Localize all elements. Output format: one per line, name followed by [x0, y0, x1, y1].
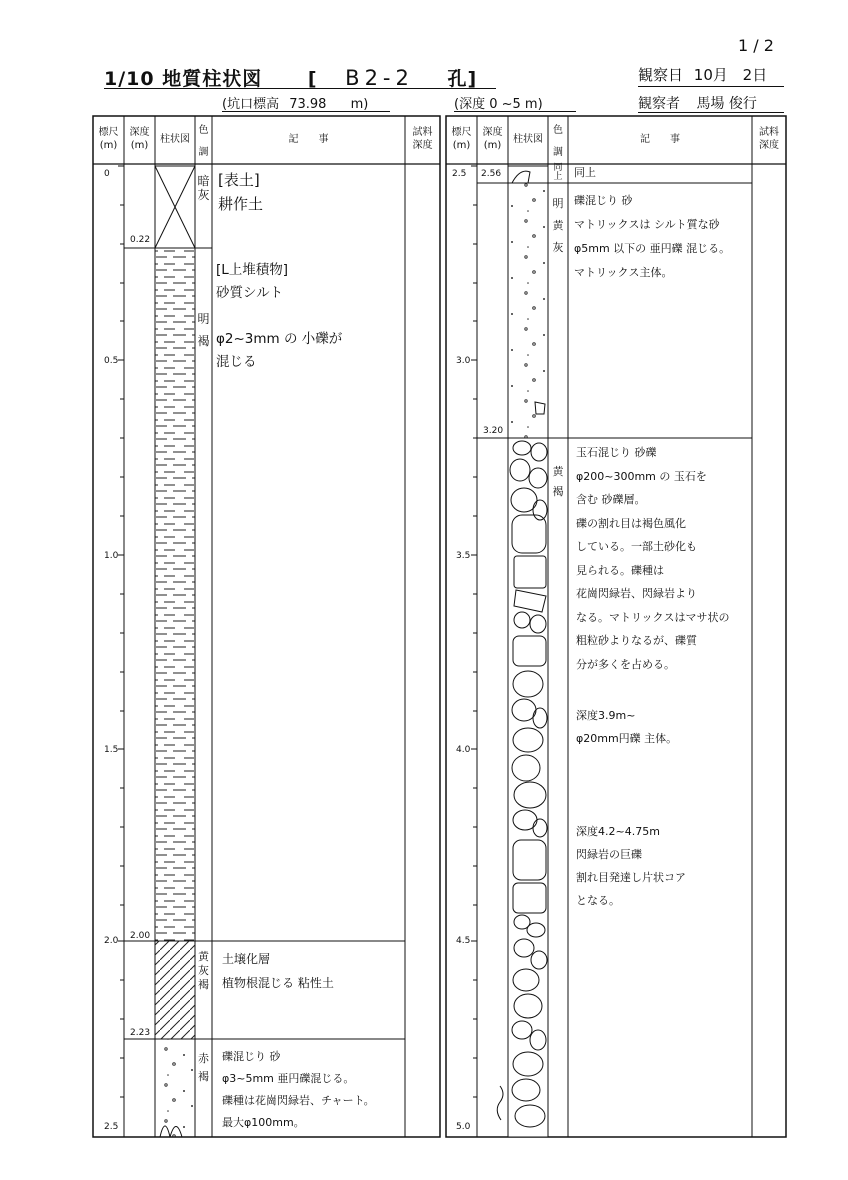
left-scale-label: 2.5 [104, 1122, 119, 1132]
right-scale-label: 3.5 [456, 551, 471, 561]
left-header-sample: 試料 深度 [412, 127, 433, 151]
title-bracket: [ [307, 68, 318, 90]
right-remark-4: 深度3.9m~ φ20mm円礫 主体。 [576, 709, 678, 745]
right-scale-label: 2.5 [452, 169, 467, 179]
title-text: 1/10 地質柱状図 [104, 68, 263, 90]
left-header-column: 柱状図 [160, 134, 190, 145]
left-scale-ticks [118, 166, 124, 1137]
left-depth-label: 2.23 [130, 1028, 151, 1038]
left-color-2: 明 褐 [197, 312, 210, 348]
right-header-column: 柱状図 [513, 134, 543, 145]
observer-name: 馬場 俊行 [696, 96, 757, 112]
elevation-label: (坑口標高 [222, 97, 280, 112]
right-depth-label: 2.56 [481, 169, 502, 179]
right-color-3: 黄 褐 [552, 465, 564, 498]
left-color-4: 赤 褐 [198, 1052, 209, 1083]
right-remark-3: 玉石混じり 砂礫 φ200~300mm の 玉石を 含む 砂礫層。 礫の割れ目は褐色風化 している。一部土砂化も 見られる。礫種は 花崗閃緑岩、閃緑岩より なる。マトリックスはマサ状の 粗粒砂よりなるが、礫質 分が多くを占める。 [576, 446, 730, 671]
depth-range: (深度 0 ~5 m) [454, 93, 576, 112]
page-number: 1 / 2 [738, 36, 774, 55]
right-scale-label: 4.5 [456, 936, 471, 946]
right-header-depth: 深度 (m) [482, 127, 503, 151]
left-scale-label: 2.0 [104, 936, 119, 946]
left-remark-2: [L上堆積物] 砂質シルト φ2~3mm の 小礫が 混じる [216, 262, 343, 370]
left-scale-label: 0 [104, 169, 110, 179]
right-scale-ticks [471, 166, 477, 1137]
left-scale-label: 1.5 [104, 745, 119, 755]
right-depth-label: 3.20 [483, 426, 504, 436]
survey-date-label: 観察日 [638, 66, 684, 84]
right-column-fills [497, 166, 548, 1137]
survey-month: 10月 [693, 66, 728, 84]
right-header-scale: 標尺 (m) [451, 127, 472, 151]
survey-day: 2日 [742, 66, 768, 84]
right-color-2: 明 黄 灰 [552, 197, 564, 254]
left-remark-1: [表土] 耕作土 [218, 171, 264, 213]
left-scale-label: 1.0 [104, 551, 119, 561]
left-header-depth: 深度 (m) [129, 127, 150, 151]
left-scale-label: 0.5 [104, 356, 119, 366]
elevation-value: 73.98 [289, 97, 327, 112]
right-remark-1: 同上 [574, 166, 596, 179]
left-header-scale: 標尺 (m) [98, 127, 119, 151]
right-remark-2: 礫混じり 砂 マトリックスは シルト質な砂 φ5mm 以下の 亜円礫 混じる。 マトリックス主体。 [574, 194, 731, 279]
left-column-fills [155, 166, 195, 1137]
left-remark-3: 土壌化層 植物根混じる 粘性土 [222, 952, 334, 990]
observer-label: 観察者 [638, 96, 680, 112]
right-scale-label: 4.0 [456, 745, 471, 755]
right-header-sample: 試料 深度 [759, 127, 779, 151]
right-color-1: 同 上 [553, 163, 563, 182]
right-header-remarks: 記 事 [640, 134, 680, 145]
right-scale-label: 3.0 [456, 356, 471, 366]
right-header-color: 色 調 [553, 125, 563, 158]
elevation-unit: m) [350, 97, 369, 112]
left-color-3: 黄 灰 褐 [198, 950, 209, 991]
left-remark-4: 礫混じり 砂 φ3~5mm 亜円礫混じる。 礫種は花崗閃緑岩、チャート。 最大φ100mm。 [222, 1050, 375, 1129]
hole-suffix: 孔] [447, 68, 478, 90]
left-color-1: 暗 灰 [197, 174, 210, 202]
right-scale-label: 5.0 [456, 1122, 471, 1132]
left-header-color: 色 調 [198, 125, 209, 158]
right-remark-5: 深度4.2~4.75m 閃緑岩の巨礫 割れ目発達し片状コア となる。 [576, 825, 686, 907]
left-header-remarks: 記 事 [288, 134, 329, 145]
left-depth-label: 2.00 [130, 931, 151, 941]
left-depth-label: 0.22 [130, 235, 151, 245]
hole-id: B2-2 [345, 66, 414, 90]
